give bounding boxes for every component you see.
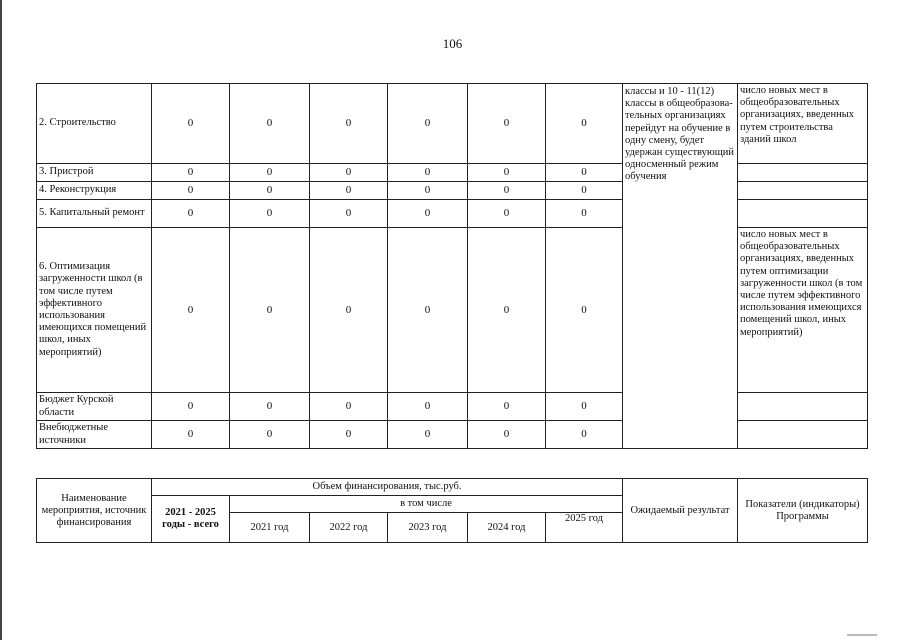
value-cell: 0: [546, 182, 623, 200]
row-name: 3. Пристрой: [37, 164, 152, 182]
year-header: 2022 год: [310, 513, 388, 543]
value-cell: 0: [152, 84, 230, 164]
scan-artifact: [847, 634, 877, 636]
funding-table: [36, 83, 868, 449]
year-header: 2021 год: [230, 513, 310, 543]
value-cell: 0: [230, 200, 310, 228]
value-cell: 0: [468, 84, 546, 164]
funding-title: Объем финансирования, тыс.руб.: [152, 479, 623, 496]
result-column-header: Ожидаемый результат: [623, 479, 738, 543]
indicator-empty: [738, 200, 868, 228]
value-cell: 0: [152, 393, 230, 421]
year-header: 2024 год: [468, 513, 546, 543]
indicator-empty: [738, 164, 868, 182]
header-row: [37, 479, 868, 496]
value-cell: 0: [310, 164, 388, 182]
value-cell: 0: [468, 200, 546, 228]
value-cell: 0: [388, 421, 468, 449]
value-cell: 0: [546, 200, 623, 228]
row-name: 5. Капитальный ремонт: [37, 200, 152, 228]
table-row: [37, 164, 868, 182]
year-header: 2025 год: [546, 513, 623, 543]
value-cell: 0: [546, 84, 623, 164]
indicator-empty: [738, 182, 868, 200]
value-cell: 0: [152, 182, 230, 200]
page-number: 106: [442, 36, 463, 51]
value-cell: 0: [388, 200, 468, 228]
header-table: [36, 478, 868, 543]
table-row: [37, 182, 868, 200]
value-cell: 0: [310, 182, 388, 200]
value-cell: 0: [230, 393, 310, 421]
indicators-column-header: Показатели (индикаторы) Программы: [738, 479, 868, 543]
indicator-empty: [738, 421, 868, 449]
scan-edge: [0, 0, 2, 640]
value-cell: 0: [388, 182, 468, 200]
value-cell: 0: [310, 200, 388, 228]
table-row: [37, 228, 868, 393]
row-name: 2. Строительство: [37, 84, 152, 164]
value-cell: 0: [546, 164, 623, 182]
value-cell: 0: [468, 421, 546, 449]
value-cell: 0: [230, 164, 310, 182]
row-name: 4. Реконструкция: [37, 182, 152, 200]
row-name: Бюджет Курской области: [37, 393, 152, 421]
value-cell: 0: [310, 84, 388, 164]
value-cell: 0: [230, 182, 310, 200]
value-cell: 0: [152, 164, 230, 182]
value-cell: 0: [230, 228, 310, 393]
value-cell: 0: [546, 421, 623, 449]
total-column-header: 2021 - 2025 годы - всего: [152, 496, 230, 543]
value-cell: 0: [230, 84, 310, 164]
value-cell: 0: [152, 200, 230, 228]
indicator-empty: [738, 393, 868, 421]
value-cell: 0: [388, 228, 468, 393]
indicator-optimization: число новых мест в общеобразовательных организациях, введенных путем оптимизации загруженности школ (в том числе путем эффективного использования имеющихся помещений школ, иных мероприятий): [738, 228, 868, 393]
year-header: 2023 год: [388, 513, 468, 543]
expected-result-cell: классы и 10 - 11(12) классы в общеобразова-тельных организациях перейдут на обучение в одну смену, будет удержан существующий односменный режим обучения: [623, 84, 738, 449]
value-cell: 0: [310, 228, 388, 393]
value-cell: 0: [388, 393, 468, 421]
including-header: в том числе: [230, 496, 623, 513]
value-cell: 0: [546, 228, 623, 393]
value-cell: 0: [388, 164, 468, 182]
table-row: [37, 84, 868, 164]
indicator-construction: число новых мест в общеобразовательных организациях, введенных путем строительства зданий школ: [738, 84, 868, 164]
value-cell: 0: [230, 421, 310, 449]
value-cell: 0: [546, 393, 623, 421]
table-row: [37, 393, 868, 421]
value-cell: 0: [310, 421, 388, 449]
name-column-header: Наименование мероприятия, источник финансирования: [37, 479, 152, 543]
value-cell: 0: [388, 84, 468, 164]
value-cell: 0: [468, 164, 546, 182]
value-cell: 0: [468, 393, 546, 421]
value-cell: 0: [152, 228, 230, 393]
value-cell: 0: [468, 182, 546, 200]
value-cell: 0: [468, 228, 546, 393]
table-row: [37, 200, 868, 228]
value-cell: 0: [152, 421, 230, 449]
row-name: 6. Оптимизация загруженности школ (в том числе путем эффективного использования имеющихся помещений школ, иных мероприятий): [37, 228, 152, 393]
row-name: Внебюджетные источники: [37, 421, 152, 449]
table-row: [37, 421, 868, 449]
value-cell: 0: [310, 393, 388, 421]
